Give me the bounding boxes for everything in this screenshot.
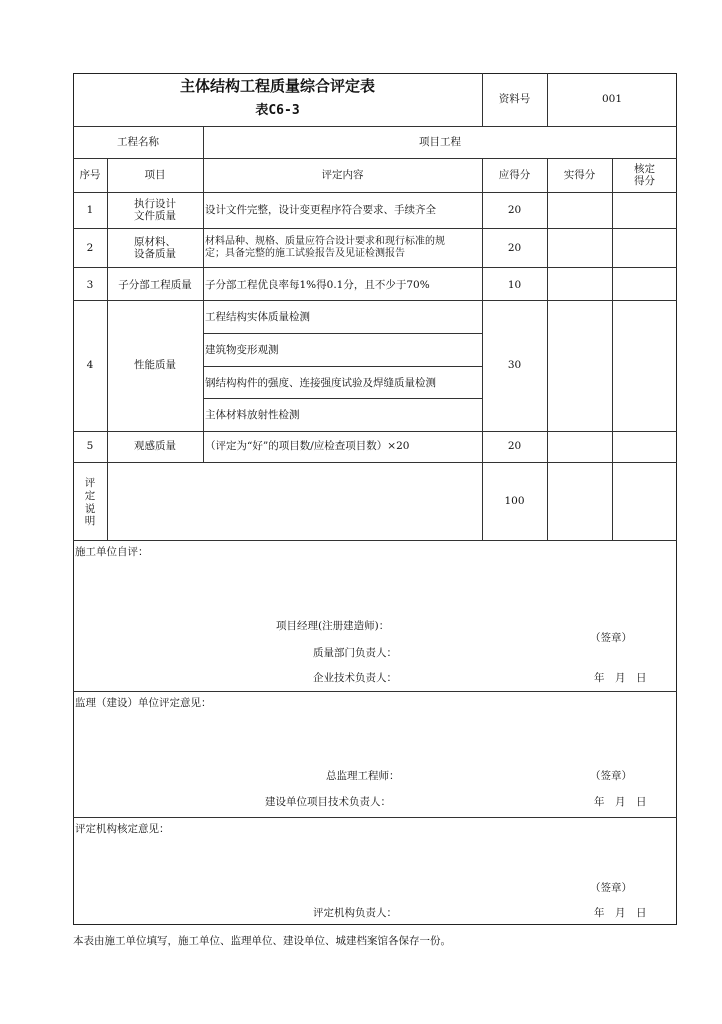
row-score: 20 [507,440,522,452]
summary-label-char: 评 [84,477,96,489]
contractor-heading: 施工单位自评： [75,546,149,558]
row-score: 20 [507,242,522,254]
summary-label-char: 说 [84,502,96,515]
row-seq: 1 [86,204,94,216]
supervisor-heading: 监理（建设）单位评定意见： [75,697,212,709]
row-item [107,236,203,260]
rule [73,192,677,193]
row-content-line: 材料品种、规格、质量应符合设计要求和现行标准的规 [205,236,445,247]
rule [73,540,677,541]
rule [73,817,677,818]
col-check-line2: 得分 [634,175,655,188]
row-sub-item: 钢结构构件的强度、连接强度试验及焊缝质量检测 [205,377,436,389]
supervisor-seal: （签章） [590,770,632,782]
rule [73,228,677,229]
row-content [205,236,445,259]
col-seq: 序号 [79,169,101,181]
row-content: 子分部工程优良率每1%得0.1分，且不少于70% [205,279,430,291]
summary-label-char: 定 [84,489,96,502]
rule [73,158,677,159]
row-sub-item: 建筑物变形观测 [205,344,279,356]
row-item-line: 文件质量 [134,210,176,223]
row-item-line: 执行设计 [134,198,176,210]
supervisor-date: 年 月 日 [594,796,647,808]
rule [73,126,677,127]
row-item: 子分部工程质量 [118,279,192,291]
row-item-line: 设备质量 [134,248,176,261]
col-item: 项目 [144,169,166,181]
row-item-line: 原材料、 [134,236,176,248]
col-content: 评定内容 [321,169,364,181]
summary-total: 100 [504,495,525,507]
project-name-label: 工程名称 [117,136,159,148]
chief-supervisor-label: 总监理工程师： [326,770,400,782]
row-seq: 4 [86,359,94,371]
row-score: 10 [507,279,522,291]
row-seq: 3 [86,279,94,291]
agency-heading: 评定机构核定意见： [75,823,170,835]
form-number: 表C6-3 [255,103,300,118]
rule [612,158,613,540]
project-name-value: 项目工程 [419,136,461,148]
row-sub-item: 工程结构实体质量检测 [205,311,310,323]
rule [203,366,482,367]
col-check [612,163,677,187]
col-score: 应得分 [498,169,531,181]
rule [73,462,677,463]
row-seq: 5 [86,440,94,452]
rule [203,398,482,399]
col-actual: 实得分 [563,169,596,181]
doc-number-label: 资料号 [498,93,531,105]
owner-tech-label: 建设单位项目技术负责人： [265,796,391,808]
row-score: 20 [507,204,522,216]
tech-lead-label: 企业技术负责人： [313,672,397,684]
row-score: 30 [507,359,522,371]
doc-number-value: 001 [601,93,623,105]
agency-date: 年 月 日 [594,907,647,919]
contractor-date: 年 月 日 [594,672,647,684]
rule [73,267,677,268]
row-seq: 2 [86,242,94,254]
row-sub-item: 主体材料放射性检测 [205,409,300,421]
rule [73,691,677,692]
row-content-line: 定；具备完整的施工试验报告及见证检测报告 [205,247,405,259]
row-item: 观感质量 [134,440,176,452]
row-item: 性能质量 [134,359,176,371]
project-manager-label: 项目经理(注册建造师)： [276,620,390,632]
quality-dept-label: 质量部门负责人： [313,647,397,659]
row-content: （评定为“好”的项目数/应检查项目数）×20 [205,440,410,452]
summary-label [73,477,107,528]
col-check-line1: 核定 [634,163,655,175]
row-item [107,198,203,222]
agency-lead-label: 评定机构负责人： [313,907,397,919]
summary-label-char: 明 [84,515,96,528]
footnote: 本表由施工单位填写，施工单位、监理单位、建设单位、城建档案馆各保存一份。 [73,935,451,947]
rule [73,431,677,432]
agency-seal: （签章） [590,882,632,894]
rule [547,158,548,540]
contractor-seal: （签章） [590,632,632,644]
rule [73,300,677,301]
row-content: 设计文件完整，设计变更程序符合要求、手续齐全 [205,204,436,216]
form-title: 主体结构工程质量综合评定表 [179,77,375,95]
rule [203,333,482,334]
